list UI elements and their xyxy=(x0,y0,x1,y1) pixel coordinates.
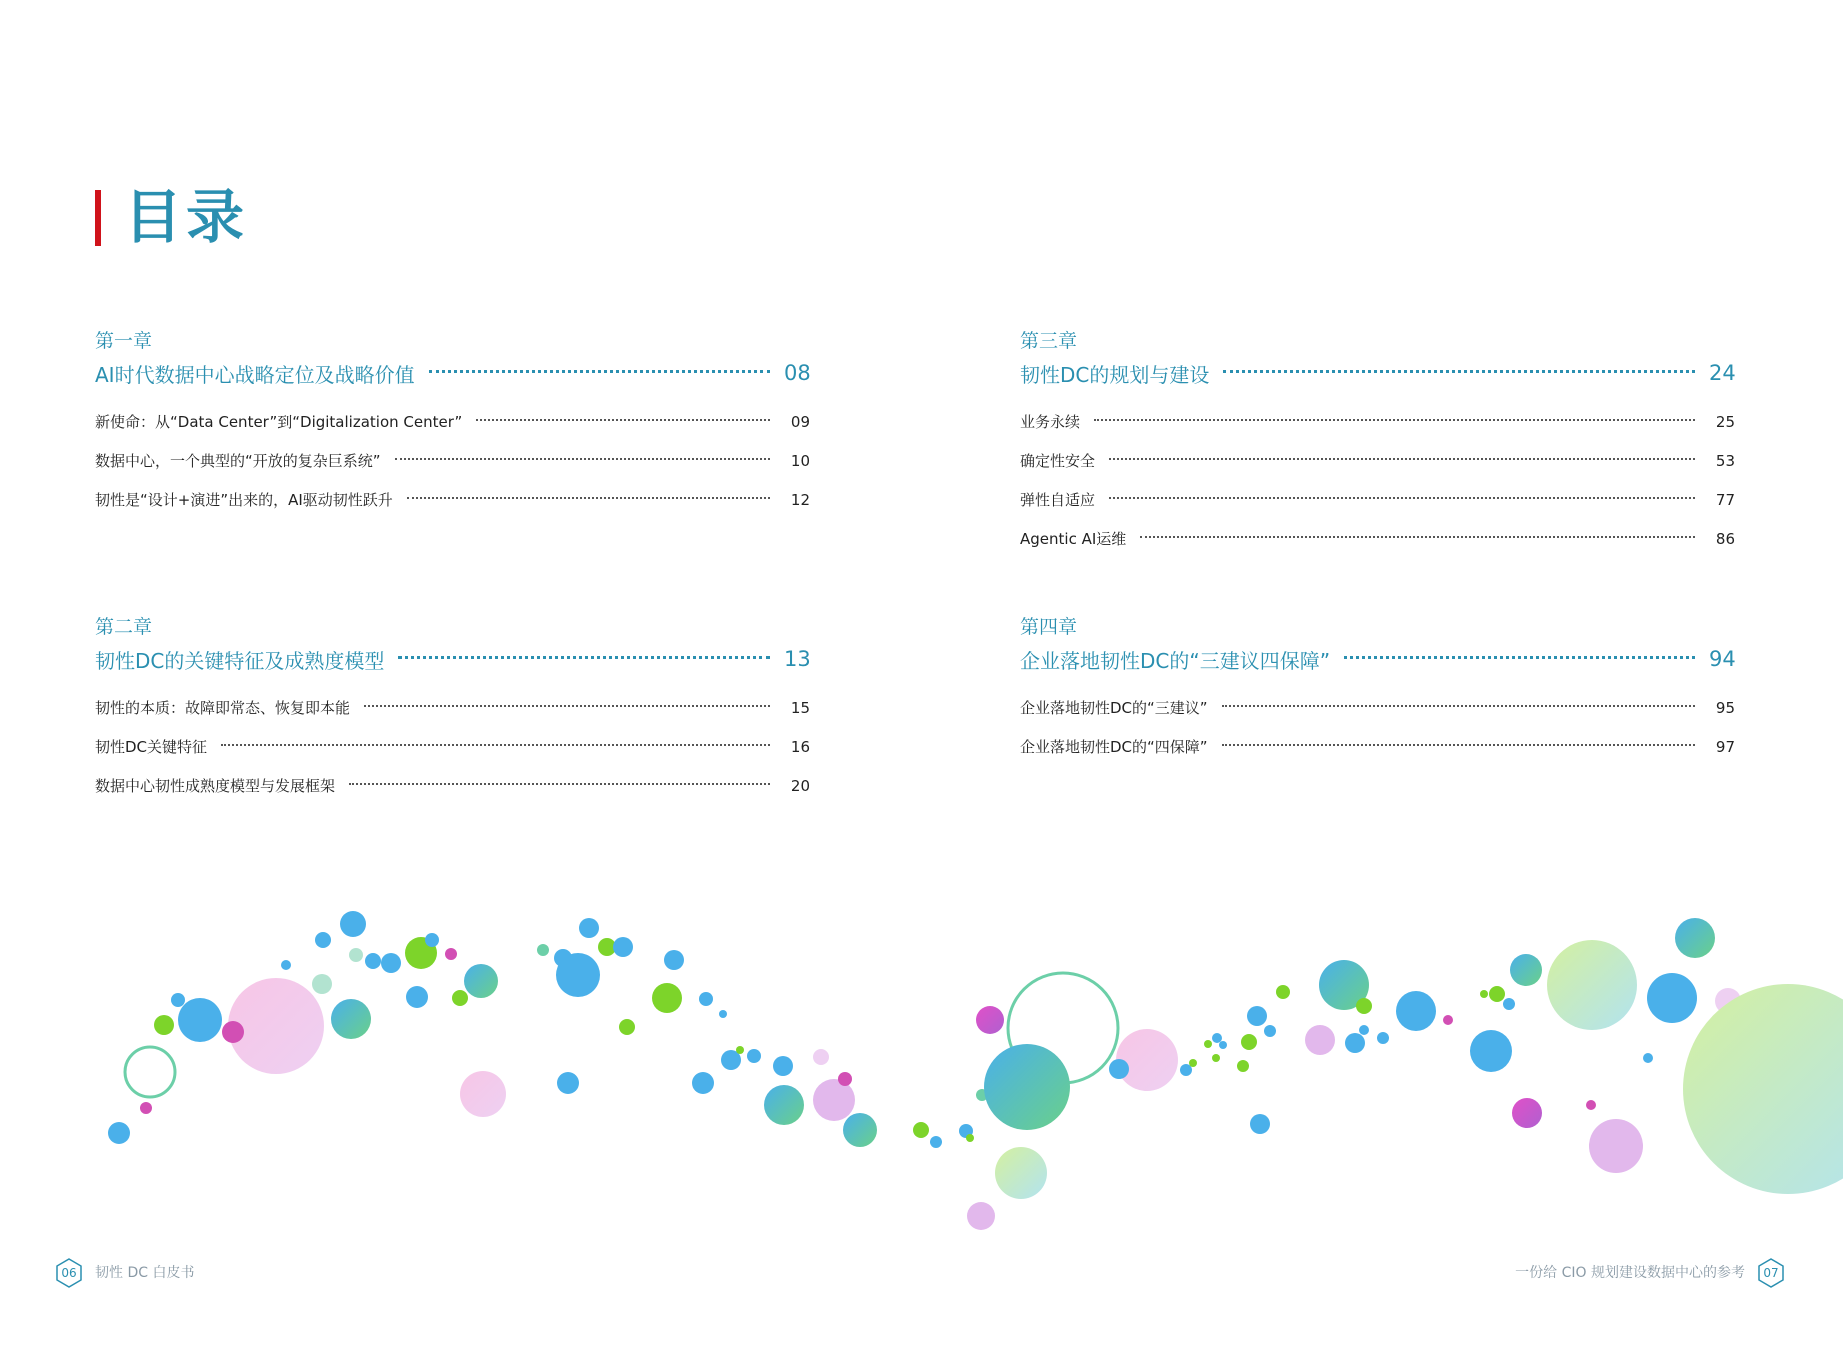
dot-leader xyxy=(349,783,770,785)
bubble-cluster xyxy=(108,911,1843,1230)
dot-leader xyxy=(1109,497,1695,499)
entry-page: 86 xyxy=(1715,529,1735,548)
chapter-title: 韧性DC的关键特征及成熟度模型 xyxy=(95,648,385,673)
dot-leader xyxy=(1094,419,1695,421)
dot-leader xyxy=(395,458,770,460)
dot-leader xyxy=(1109,458,1695,460)
entry-page: 15 xyxy=(790,698,810,717)
chapter-page: 94 xyxy=(1709,647,1736,671)
entry-page: 53 xyxy=(1715,451,1735,470)
chapter-heading[interactable] xyxy=(1020,642,1735,676)
toc-entry[interactable] xyxy=(95,766,810,805)
entry-title: Agentic AI运维 xyxy=(1020,530,1127,548)
entry-title: 韧性DC关键特征 xyxy=(95,738,208,756)
entry-page: 20 xyxy=(790,776,810,795)
entry-page: 12 xyxy=(790,490,810,509)
toc-entry[interactable] xyxy=(95,480,810,519)
dot-leader xyxy=(1140,536,1695,538)
chapter-page: 08 xyxy=(784,361,811,385)
chapter-3 xyxy=(1020,328,1735,558)
chapter-1 xyxy=(95,328,810,519)
dot-leader xyxy=(407,497,770,499)
toc-entry[interactable] xyxy=(1020,688,1735,727)
entry-page: 09 xyxy=(790,412,810,431)
entry-title: 韧性是“设计+演进”出来的，AI驱动韧性跃升 xyxy=(95,491,393,509)
dot-leader xyxy=(476,419,770,421)
entry-page: 16 xyxy=(790,737,810,756)
entry-page: 95 xyxy=(1715,698,1735,717)
chapter-heading[interactable] xyxy=(1020,356,1735,390)
page-title: 目录 xyxy=(124,183,249,251)
entry-title: 企业落地韧性DC的“四保障” xyxy=(1020,738,1208,756)
toc-entry[interactable] xyxy=(95,727,810,766)
footer-right xyxy=(1515,1258,1785,1288)
chapter-title: 韧性DC的规划与建设 xyxy=(1020,362,1210,387)
dot-leader xyxy=(221,744,770,746)
entry-title: 数据中心韧性成熟度模型与发展框架 xyxy=(95,777,336,795)
chapter-heading[interactable] xyxy=(95,356,810,390)
toc-entry[interactable] xyxy=(1020,480,1735,519)
dot-leader xyxy=(364,705,770,707)
entry-page: 77 xyxy=(1715,490,1735,509)
chapter-label: 第四章 xyxy=(1020,616,1078,638)
entry-page: 97 xyxy=(1715,737,1735,756)
chapter-label: 第二章 xyxy=(95,616,153,638)
toc-entry[interactable] xyxy=(1020,727,1735,766)
footer-right-page-number: 07 xyxy=(1763,1266,1779,1280)
dot-leader xyxy=(398,656,770,659)
chapter-2 xyxy=(95,614,810,805)
toc-entry[interactable] xyxy=(95,441,810,480)
dot-leader xyxy=(1344,656,1695,659)
chapter-page: 13 xyxy=(784,647,811,671)
toc-entry[interactable] xyxy=(1020,402,1735,441)
toc-entry[interactable] xyxy=(1020,519,1735,558)
entry-title: 业务永续 xyxy=(1020,413,1081,431)
toc-entry[interactable] xyxy=(1020,441,1735,480)
footer-right-text: 一份给 CIO 规划建设数据中心的参考 xyxy=(1515,1265,1745,1281)
chapter-page: 24 xyxy=(1709,361,1736,385)
footer-left xyxy=(55,1258,194,1288)
chapter-label: 第一章 xyxy=(95,330,153,352)
dot-leader xyxy=(429,370,770,373)
dot-leader xyxy=(1222,705,1695,707)
entry-title: 韧性的本质：故障即常态、恢复即本能 xyxy=(95,699,351,717)
entry-title: 企业落地韧性DC的“三建议” xyxy=(1020,699,1208,717)
chapter-heading[interactable] xyxy=(95,642,810,676)
entry-title: 弹性自适应 xyxy=(1020,491,1096,509)
dot-leader xyxy=(1222,744,1695,746)
entry-title: 新使命：从“Data Center”到“Digitalization Center” xyxy=(95,413,463,431)
footer-left-page-number: 06 xyxy=(61,1266,77,1280)
toc-entry[interactable] xyxy=(95,688,810,727)
chapter-title: 企业落地韧性DC的“三建议四保障” xyxy=(1020,648,1331,673)
chapter-label: 第三章 xyxy=(1020,330,1078,352)
chapter-title: AI时代数据中心战略定位及战略价值 xyxy=(95,362,415,387)
entry-page: 25 xyxy=(1715,412,1735,431)
entry-title: 数据中心，一个典型的“开放的复杂巨系统” xyxy=(95,452,381,470)
dot-leader xyxy=(1223,370,1695,373)
title-accent-bar xyxy=(95,190,101,246)
chapter-4 xyxy=(1020,614,1735,766)
toc-entry[interactable] xyxy=(95,402,810,441)
decorative-bubbles xyxy=(0,880,1843,1240)
footer-left-text: 韧性 DC 白皮书 xyxy=(95,1265,195,1281)
entry-title: 确定性安全 xyxy=(1020,452,1096,470)
entry-page: 10 xyxy=(790,451,810,470)
